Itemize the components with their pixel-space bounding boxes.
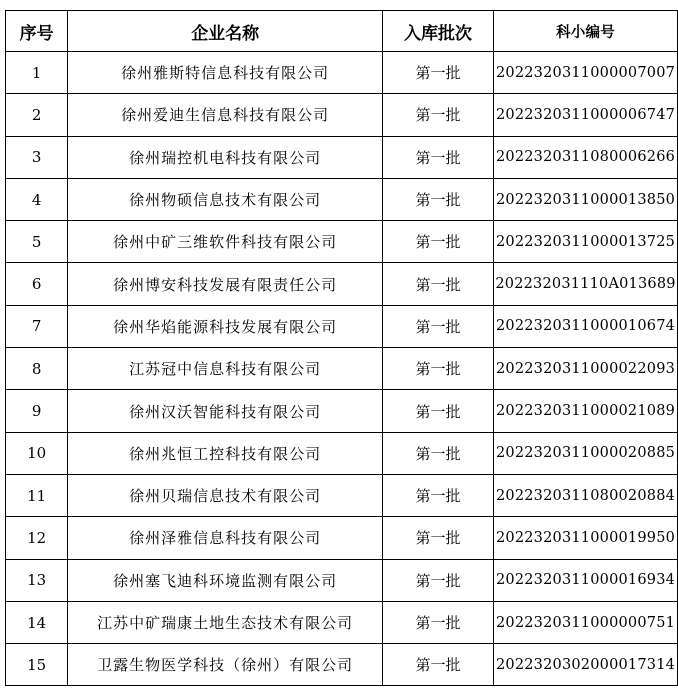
cell-name: 徐州瑞控机电科技有限公司 — [68, 136, 383, 178]
cell-code: 2022320311000013850 — [494, 178, 678, 220]
table-row — [6, 263, 678, 305]
cell-code: 2022320311000020885 — [494, 432, 678, 474]
table-row — [6, 178, 678, 220]
cell-name: 徐州雅斯特信息科技有限公司 — [68, 52, 383, 94]
cell-name: 卫露生物医学科技（徐州）有限公司 — [68, 644, 383, 686]
cell-name: 徐州兆恒工控科技有限公司 — [68, 432, 383, 474]
header-name: 企业名称 — [68, 11, 383, 52]
table-body — [6, 52, 678, 686]
table-row — [6, 474, 678, 516]
cell-seq: 14 — [6, 601, 68, 643]
cell-seq: 2 — [6, 94, 68, 136]
cell-code: 2022320311000007007 — [494, 52, 678, 94]
cell-code: 2022320302000017314 — [494, 644, 678, 686]
table-row — [6, 52, 678, 94]
cell-name: 徐州汉沃智能科技有限公司 — [68, 390, 383, 432]
cell-code: 2022320311000006747 — [494, 94, 678, 136]
cell-code: 2022320311000021089 — [494, 390, 678, 432]
cell-seq: 15 — [6, 644, 68, 686]
cell-code: 2022320311080020884 — [494, 474, 678, 516]
cell-batch: 第一批 — [383, 52, 494, 94]
cell-name: 徐州泽雅信息科技有限公司 — [68, 517, 383, 559]
cell-batch: 第一批 — [383, 348, 494, 390]
cell-code: 2022320311080006266 — [494, 136, 678, 178]
cell-name: 徐州物硕信息技术有限公司 — [68, 178, 383, 220]
enterprise-table-container — [5, 10, 678, 686]
cell-code: 2022320311000013725 — [494, 221, 678, 263]
cell-batch: 第一批 — [383, 94, 494, 136]
cell-batch: 第一批 — [383, 263, 494, 305]
header-code: 科小编号 — [494, 11, 678, 52]
cell-seq: 3 — [6, 136, 68, 178]
header-seq: 序号 — [6, 11, 68, 52]
cell-name: 徐州爱迪生信息科技有限公司 — [68, 94, 383, 136]
table-row — [6, 305, 678, 347]
cell-name: 徐州华焰能源科技发展有限公司 — [68, 305, 383, 347]
cell-batch: 第一批 — [383, 305, 494, 347]
table-row — [6, 348, 678, 390]
cell-code: 2022320311000000751 — [494, 601, 678, 643]
table-row — [6, 94, 678, 136]
cell-name: 徐州中矿三维软件科技有限公司 — [68, 221, 383, 263]
table-row — [6, 136, 678, 178]
table-row — [6, 559, 678, 601]
cell-batch: 第一批 — [383, 474, 494, 516]
cell-seq: 10 — [6, 432, 68, 474]
cell-batch: 第一批 — [383, 517, 494, 559]
cell-seq: 5 — [6, 221, 68, 263]
table-row — [6, 644, 678, 686]
cell-seq: 7 — [6, 305, 68, 347]
cell-name: 徐州博安科技发展有限责任公司 — [68, 263, 383, 305]
cell-seq: 6 — [6, 263, 68, 305]
cell-batch: 第一批 — [383, 432, 494, 474]
enterprise-table — [5, 10, 678, 686]
cell-batch: 第一批 — [383, 178, 494, 220]
cell-seq: 12 — [6, 517, 68, 559]
cell-seq: 9 — [6, 390, 68, 432]
cell-code: 2022320311000016934 — [494, 559, 678, 601]
cell-batch: 第一批 — [383, 559, 494, 601]
cell-seq: 8 — [6, 348, 68, 390]
table-row — [6, 601, 678, 643]
cell-batch: 第一批 — [383, 390, 494, 432]
table-header-row — [6, 11, 678, 52]
cell-code: 2022320311000022093 — [494, 348, 678, 390]
cell-name: 徐州贝瑞信息技术有限公司 — [68, 474, 383, 516]
cell-batch: 第一批 — [383, 644, 494, 686]
cell-name: 江苏冠中信息科技有限公司 — [68, 348, 383, 390]
cell-seq: 11 — [6, 474, 68, 516]
cell-code: 2022320311000010674 — [494, 305, 678, 347]
header-batch: 入库批次 — [383, 11, 494, 52]
table-row — [6, 432, 678, 474]
cell-batch: 第一批 — [383, 601, 494, 643]
table-row — [6, 390, 678, 432]
cell-seq: 1 — [6, 52, 68, 94]
cell-code: 202232031110A013689 — [494, 263, 678, 305]
cell-name: 江苏中矿瑞康土地生态技术有限公司 — [68, 601, 383, 643]
cell-seq: 13 — [6, 559, 68, 601]
table-row — [6, 221, 678, 263]
cell-seq: 4 — [6, 178, 68, 220]
cell-name: 徐州塞飞迪科环境监测有限公司 — [68, 559, 383, 601]
cell-code: 2022320311000019950 — [494, 517, 678, 559]
cell-batch: 第一批 — [383, 136, 494, 178]
table-row — [6, 517, 678, 559]
cell-batch: 第一批 — [383, 221, 494, 263]
